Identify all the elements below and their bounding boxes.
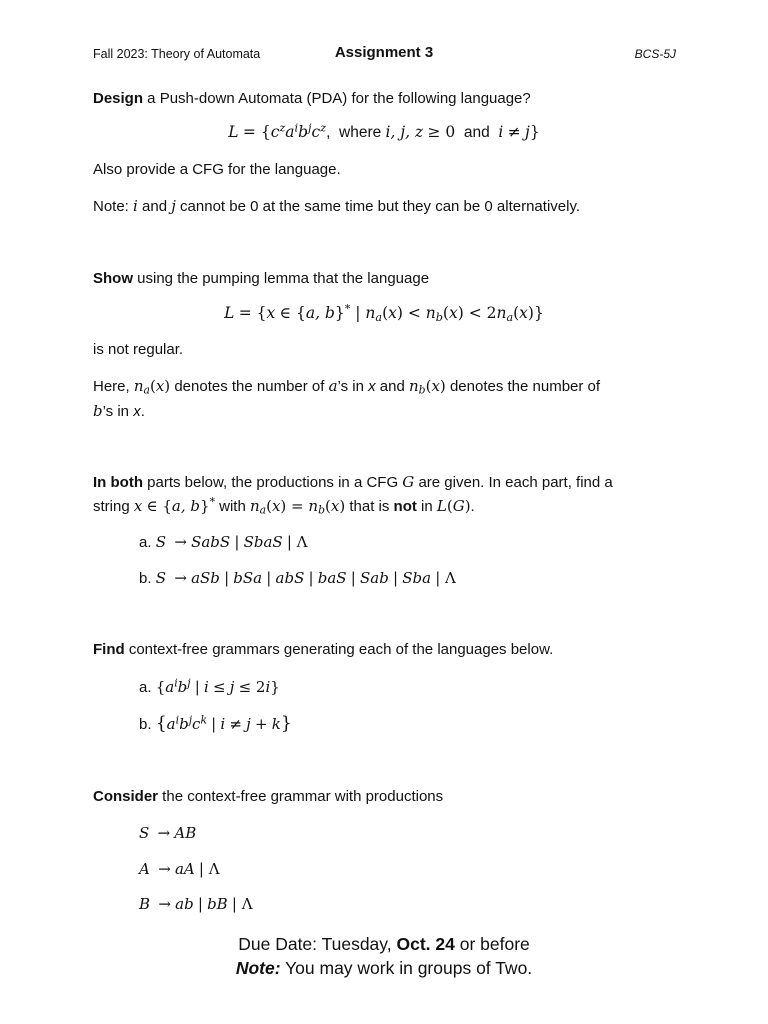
due-date: Due Date: Tuesday, Oct. 24 or before — [238, 934, 530, 954]
q1-language-equation: $L = \{c^za^ib^jc^z$, where i, j, z ≥ 0 and i ≠ j} — [228, 121, 540, 141]
course-label: Fall 2023: Theory of Automata — [93, 47, 261, 61]
q4-part-b: b. {$a^ib^jc^k$ | i ≠ j + k} — [139, 713, 292, 734]
q5-production-a: A → aA | Λ — [139, 860, 220, 878]
q3-part-b: b. S → aSb | bSa | abS | baS | Sab | Sba | Λ — [139, 569, 456, 587]
page-title: Assignment 3 — [334, 44, 434, 61]
section-label: BCS-5J — [634, 47, 676, 61]
q3-statement-line2: string x ∈ {a, b}* with $n_a(x) = n_b(x)$ that is not in L(G). — [93, 495, 475, 517]
q3-part-a: a. S → SabS | SbaS | Λ — [139, 533, 308, 551]
q3-statement-line1: In both parts below, the productions in a CFG G are given. In each part, find a — [93, 473, 613, 491]
q1-statement: Design a Push-down Automata (PDA) for the following language? — [93, 90, 531, 107]
q5-production-b: B → ab | bB | Λ — [139, 895, 253, 913]
q5-production-s: S → AB — [139, 824, 197, 842]
q1-cfg-request: Also provide a CFG for the language. — [93, 161, 341, 178]
q2-definition-line1: Here, $n_a(x)$ denotes the number of a’s in x and $n_b(x)$ denotes the number of — [93, 377, 601, 397]
q2-definition-line2: b’s in x. — [93, 402, 145, 420]
q5-statement: Consider the context-free grammar with productions — [93, 788, 444, 805]
q2-not-regular: is not regular. — [93, 341, 184, 358]
q2-language-equation: L = {x ∈ {a, b}* | $n_a(x) < n_b(x) < 2n_a(x)$} — [224, 302, 544, 324]
q4-part-a: a. {$a^ib^j$ | i ≤ j ≤ 2i} — [139, 676, 280, 696]
q1-note: Note: i and j cannot be 0 at the same time but they can be 0 alternatively. — [93, 197, 581, 215]
q4-statement: Find context-free grammars generating each of the languages below. — [93, 641, 554, 658]
q2-statement: Show using the pumping lemma that the language — [93, 270, 430, 287]
group-note: Note: You may work in groups of Two. — [235, 958, 533, 978]
